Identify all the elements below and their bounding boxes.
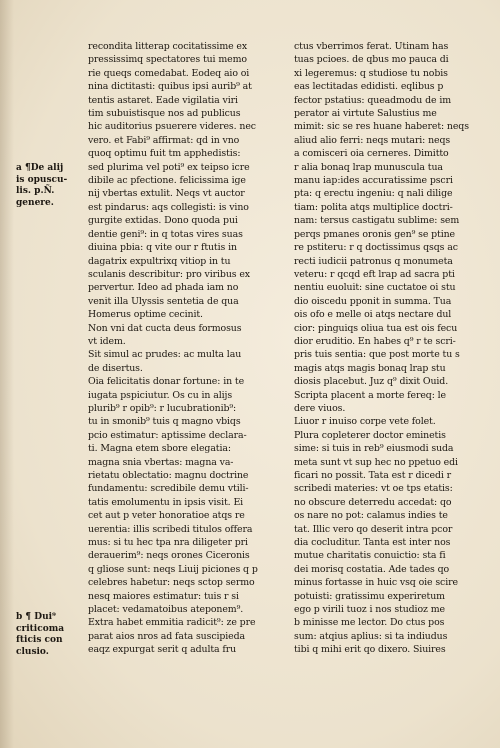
text-line: dia cocluditur. Tanta est inter nos bbox=[294, 537, 451, 549]
text-line: derauerim⁹: neqs orones Ciceronis bbox=[88, 550, 250, 562]
text-line: veteru: r qcqd eft lrap ad sacra pti bbox=[294, 268, 455, 280]
text-line: uerentia: illis scribedi titulos offera bbox=[88, 523, 253, 535]
text-line: scribedi materies: vt oe tps etatis: bbox=[294, 483, 453, 495]
text-line: mimit: sic se res huane haberet: neqs bbox=[294, 121, 469, 133]
text-line: iugata pspiciutur. Os cu in alijs bbox=[88, 389, 233, 401]
text-line: fundamentu: scredibile demu vtili- bbox=[88, 483, 249, 495]
text-line: tat. Illic vero qo deserit intra pcor bbox=[294, 523, 453, 535]
text-line: Plura copleterer doctor eminetis bbox=[294, 429, 446, 441]
text-line: b minisse me lector. Do ctus pos bbox=[294, 617, 445, 629]
text-line: nam: tersus castigatu sublime: sem bbox=[294, 215, 460, 227]
text-line: minus fortasse in huic vsq oie scire bbox=[294, 577, 458, 589]
text-line: sculanis describitur: pro viribus ex bbox=[88, 268, 250, 280]
text-line: perqs pmanes oronis gen⁹ se ptine bbox=[294, 228, 455, 240]
text-line: manu iap:ides accuratissime pscri bbox=[294, 175, 453, 187]
text-line: os nare no pot: calamus indies te bbox=[294, 510, 448, 522]
text-line: tim subuistisque nos ad publicus bbox=[88, 108, 241, 120]
text-line: a comisceri oia cerneres. Dimitto bbox=[294, 148, 449, 160]
binding-shadow bbox=[0, 0, 14, 748]
text-line: ficari no possit. Tata est r dicedi r bbox=[294, 470, 452, 481]
marginal-note-b bbox=[16, 612, 64, 658]
marginal-note-line: criticoma bbox=[16, 623, 65, 634]
text-line: Scripta placent a morte fereq: le bbox=[294, 389, 446, 401]
text-line: rietatu oblectatio: magnu doctrine bbox=[88, 470, 249, 481]
text-line: tuas pcioes. de qbus mo pauca di bbox=[294, 54, 449, 66]
text-line: tibi q mihi erit qo dixero. Siuires bbox=[294, 644, 446, 656]
marginal-note-line: fticis con bbox=[16, 635, 63, 645]
text-line: recti iudicii patronus q monumeta bbox=[294, 255, 453, 267]
text-line: plurib⁹ r opib⁹: r lucubrationib⁹: bbox=[88, 402, 237, 414]
text-line: dior eruditio. En habes q⁹ r te scri- bbox=[294, 335, 456, 347]
marginal-note-a bbox=[16, 163, 67, 209]
text-line: dentie geni⁹: in q totas vires suas bbox=[88, 228, 243, 240]
text-line: tu in smonib⁹ tuis q magno vbiqs bbox=[88, 416, 241, 428]
text-line: Extra habet emmitia radicit⁹: ze pre bbox=[88, 617, 256, 629]
text-line: pris tuis sentia: que post morte tu s bbox=[294, 349, 460, 361]
text-line: cior: pinguiqs oliua tua est ois fecu bbox=[294, 322, 458, 334]
text-line: nesq maiores estimatur: tuis r si bbox=[88, 590, 239, 602]
text-line: gurgite extidas. Dono quoda pui bbox=[88, 215, 238, 227]
text-line: fector pstatius: queadmodu de im bbox=[294, 94, 452, 106]
text-line: ois ofo e melle oi atqs nectare dul bbox=[294, 309, 452, 321]
text-line: est pindarus: aqs collegisti: is vino bbox=[88, 201, 249, 213]
text-line: aliud alio ferri: neqs mutari: neqs bbox=[294, 134, 451, 146]
text-line: ctus vberrimos ferat. Utinam has bbox=[294, 41, 449, 52]
marginal-note-line: lis. p.Ñ. bbox=[16, 186, 55, 196]
text-line: no obscure deterredu accedat: qo bbox=[294, 496, 452, 508]
text-line: recondita litterap cocitatissime ex bbox=[88, 41, 248, 52]
text-line: cet aut p veter honoratioe atqs re bbox=[88, 510, 245, 522]
marginal-note-line: b ¶ Dui⁹ bbox=[16, 612, 56, 622]
text-line: sed plurima vel poti⁹ ex teipso icre bbox=[88, 161, 250, 173]
text-line: pcio estimatur: aptissime declara- bbox=[88, 429, 247, 441]
text-line: dagatrix expultrixq vitiop in tu bbox=[88, 255, 231, 267]
text-line: diosis placebut. Juz q⁹ dixit Ouid. bbox=[294, 376, 449, 388]
text-line: sum: atqius aplius: si ta indiudus bbox=[294, 630, 448, 642]
text-line: nina dictitasti: quibus ipsi aurib⁹ at bbox=[88, 81, 252, 93]
text-line: tatis emolumentu in ipsis visit. Ei bbox=[88, 496, 244, 508]
text-line: potuisti: gratissimu experiretum bbox=[294, 590, 445, 602]
text-line: parat aios nros ad fata suscipieda bbox=[88, 630, 246, 642]
text-line: placet: vedamatoibus ateponem⁹. bbox=[88, 604, 244, 616]
text-line: tentis astaret. Eade vigilatia viri bbox=[88, 94, 238, 106]
text-line: mutue charitatis conuictio: sta fi bbox=[294, 550, 446, 562]
text-line: pressissimq spectatores tui memo bbox=[88, 54, 247, 66]
text-line: magna snia vbertas: magna va- bbox=[88, 456, 234, 468]
text-line: perator ai virtute Salustius me bbox=[294, 108, 437, 120]
text-line: nentiu euoluit: sine cuctatoe oi stu bbox=[294, 282, 456, 294]
text-line: tiam: polita atqs multiplice doctri- bbox=[294, 201, 453, 213]
text-line: dei morisq costatia. Ade tades qo bbox=[294, 563, 450, 575]
right-text-column bbox=[294, 40, 492, 657]
text-line: eaqz expurgat serit q adulta fru bbox=[88, 644, 237, 656]
text-line: xi legeremus: q studiose tu nobis bbox=[294, 67, 448, 79]
text-line: re pstiteru: r q doctissimus qsqs ac bbox=[294, 242, 458, 254]
marginal-note-line: a ¶De alij bbox=[16, 163, 64, 173]
text-line: Oia felicitatis donar fortune: in te bbox=[88, 376, 245, 388]
text-line: Non vni dat cucta deus formosus bbox=[88, 322, 242, 334]
text-line: sime: si tuis in reb⁹ eiusmodi suda bbox=[294, 443, 454, 455]
text-line: nij vbertas extulit. Neqs vt auctor bbox=[88, 188, 245, 200]
text-line: magis atqs magis bonaq lrap stu bbox=[294, 362, 446, 374]
text-line: Homerus optime cecinit. bbox=[88, 309, 203, 321]
text-line: eas lectitadas edidisti. eqlibus p bbox=[294, 81, 444, 93]
text-line: celebres habetur: neqs sctop sermo bbox=[88, 577, 255, 589]
text-line: ego p virili tuoz i nos studioz me bbox=[294, 604, 445, 616]
text-line: de disertus. bbox=[88, 362, 143, 374]
text-line: rie queqs comedabat. Eodeq aio oi bbox=[88, 67, 250, 79]
marginal-note-line: clusio. bbox=[16, 646, 49, 657]
text-line: vt idem. bbox=[88, 335, 126, 347]
text-line: venit illa Ulyssis sentetia de qua bbox=[88, 295, 239, 307]
text-line: dibile ac pfectione. felicissima ige bbox=[88, 175, 246, 187]
marginal-note-line: genere. bbox=[16, 197, 54, 208]
text-line: vero. et Fabi⁹ affirmat: qd in vno bbox=[88, 134, 240, 146]
text-line: meta sunt vt sup hec no ppetuo edi bbox=[294, 456, 458, 468]
left-text-column bbox=[88, 40, 290, 657]
text-line: dio oiscedu pponit in summa. Tua bbox=[294, 295, 452, 307]
text-line: diuina pbia: q vite our r ftutis in bbox=[88, 242, 237, 254]
text-line: ti. Magna etem sbore elegatia: bbox=[88, 443, 231, 455]
text-line: Liuor r inuiso corpe vete folet. bbox=[294, 416, 436, 428]
marginal-note-line: is opuscu- bbox=[16, 174, 68, 185]
text-line: pervertur. Ideo ad phada iam no bbox=[88, 282, 239, 294]
text-line: Sit simul ac prudes: ac multa lau bbox=[88, 349, 242, 361]
text-line: q gliose sunt: neqs Liuij piciones q p bbox=[88, 563, 258, 575]
text-line: mus: si tu hec tpa nra diligeter pri bbox=[88, 537, 248, 549]
text-line: hic auditorius psuerere videres. nec bbox=[88, 121, 256, 133]
text-line: quoq optimu fuit tm apphedistis: bbox=[88, 148, 241, 160]
text-line: dere viuos. bbox=[294, 402, 346, 414]
text-line: pta: q erectu ingeniu: q nali dilige bbox=[294, 188, 453, 200]
text-line: r alia bonaq lrap munuscula tua bbox=[294, 161, 443, 173]
